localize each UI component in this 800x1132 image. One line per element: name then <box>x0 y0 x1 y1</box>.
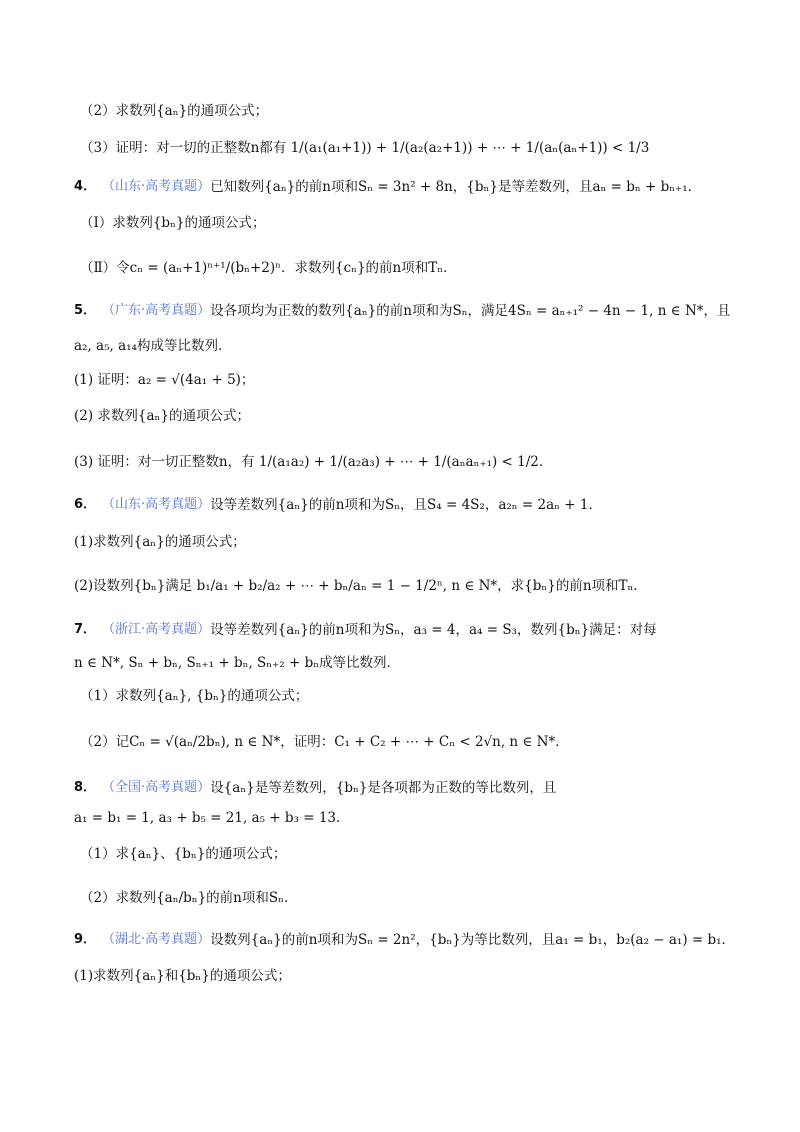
problem-9-part1 <box>74 966 740 986</box>
problem-6-part1 <box>74 532 740 552</box>
q3-part2 <box>80 101 740 121</box>
problem-5-part2-text: (2) 求数列{aₙ}的通项公式； <box>74 408 250 424</box>
problem-6-part2-text: (2)设数列{bₙ}满足 b₁/a₁ + b₂/a₂ + ⋯ + bₙ/aₙ = 1 − 1/2ⁿ, n ∈ N*，求{bₙ}的前n项和Tₙ． <box>74 578 647 594</box>
problem-8-part2-text: （2）求数列{aₙ/bₙ}的前n项和Sₙ． <box>80 890 298 906</box>
problem-4-source: （山东·高考真题） <box>102 179 211 194</box>
problem-4-part2 <box>80 258 740 278</box>
problem-9-source: （湖北·高考真题） <box>102 932 211 947</box>
problem-5-cont-text: a₂, a₅, a₁₄构成等比数列． <box>74 338 232 354</box>
problem-5-part2 <box>74 406 740 426</box>
problem-7-text: 设等差数列{aₙ}的前n项和为Sₙ，a₃ = 4，a₄ = S₃，数列{bₙ}满足：对每 <box>210 622 657 638</box>
problem-4-part1 <box>80 213 740 233</box>
problem-7-number: 7． <box>74 622 97 637</box>
q3-part2-text: （2）求数列{aₙ}的通项公式； <box>80 103 269 119</box>
problem-7-part2 <box>80 732 740 752</box>
problem-7-source: （浙江·高考真题） <box>102 622 211 637</box>
problem-6-header <box>74 495 740 515</box>
problem-8-part2 <box>80 888 740 908</box>
problem-9-number: 9． <box>74 932 97 947</box>
problem-8-text: 设{aₙ}是等差数列，{bₙ}是各项都为正数的等比数列，且 <box>210 780 557 796</box>
problem-8-part1-text: （1）求{aₙ}、{bₙ}的通项公式； <box>80 846 287 862</box>
problem-4-number: 4． <box>74 179 97 194</box>
q3-part3-text: （3）证明：对一切的正整数n都有 1/(a₁(a₁+1)) + 1/(a₂(a₂+1)) + ⋯ + 1/(aₙ(aₙ+1)) < 1/3 <box>80 140 650 156</box>
problem-5-source: （广东·高考真题） <box>102 303 211 318</box>
problem-5-text: 设各项均为正数的数列{aₙ}的前n项和为Sₙ，满足4Sₙ = aₙ₊₁² − 4n − 1, n ∈ N*，且 <box>210 303 731 319</box>
problem-8-part1 <box>80 844 740 864</box>
problem-5-part1 <box>74 370 740 390</box>
problem-6-number: 6． <box>74 497 97 512</box>
problem-9-text: 设数列{aₙ}的前n项和为Sₙ = 2n²，{bₙ}为等比数列，且a₁ = b₁，b₂(a₂ − a₁) = b₁． <box>210 932 736 948</box>
problem-4-header <box>74 177 740 197</box>
problem-8-number: 8． <box>74 780 97 795</box>
q3-part3 <box>80 138 740 158</box>
problem-5-part3 <box>74 452 740 472</box>
problem-7-header <box>74 620 740 640</box>
problem-7-part2-text: （2）记Cₙ = √(aₙ/2bₙ), n ∈ N*，证明：C₁ + C₂ + ⋯ + Cₙ < 2√n, n ∈ N*． <box>80 734 569 750</box>
problem-5-number: 5． <box>74 303 97 318</box>
problem-4-part1-text: （Ⅰ）求数列{bₙ}的通项公式； <box>80 215 266 231</box>
problem-4-part2-text: （Ⅱ）令cₙ = (aₙ+1)ⁿ⁺¹/(bₙ+2)ⁿ．求数列{cₙ}的前n项和Tₙ． <box>80 260 457 276</box>
problem-8-cont <box>74 808 740 828</box>
problem-5-part3-text: (3) 证明：对一切正整数n，有 1/(a₁a₂) + 1/(a₂a₃) + ⋯ + 1/(aₙaₙ₊₁) < 1/2． <box>74 454 553 470</box>
problem-6-source: （山东·高考真题） <box>102 497 211 512</box>
problem-7-part1 <box>80 686 740 706</box>
problem-6-part1-text: (1)求数列{aₙ}的通项公式； <box>74 534 246 550</box>
problem-7-cont-text: n ∈ N*, Sₙ + bₙ, Sₙ₊₁ + bₙ, Sₙ₊₂ + bₙ成等比数列． <box>74 655 401 671</box>
problem-8-cont-text: a₁ = b₁ = 1, a₃ + b₅ = 21, a₅ + b₃ = 13． <box>74 810 350 826</box>
problem-5-cont <box>74 336 740 356</box>
problem-5-part1-text: (1) 证明：a₂ = √(4a₁ + 5)； <box>74 372 255 388</box>
problem-7-part1-text: （1）求数列{aₙ}, {bₙ}的通项公式； <box>80 688 309 704</box>
problem-8-header <box>74 778 740 798</box>
problem-9-header <box>74 930 740 950</box>
problem-4-text: 已知数列{aₙ}的前n项和Sₙ = 3n² + 8n，{bₙ}是等差数列，且aₙ = bₙ + bₙ₊₁． <box>210 179 702 195</box>
problem-5-header <box>74 301 740 321</box>
problem-6-part2 <box>74 576 740 596</box>
problem-6-text: 设等差数列{aₙ}的前n项和为Sₙ，且S₄ = 4S₂，a₂ₙ = 2aₙ + 1． <box>210 497 602 513</box>
problem-8-source: （全国·高考真题） <box>102 780 211 795</box>
problem-9-part1-text: (1)求数列{aₙ}和{bₙ}的通项公式； <box>74 968 291 984</box>
problem-7-cont <box>74 653 740 673</box>
